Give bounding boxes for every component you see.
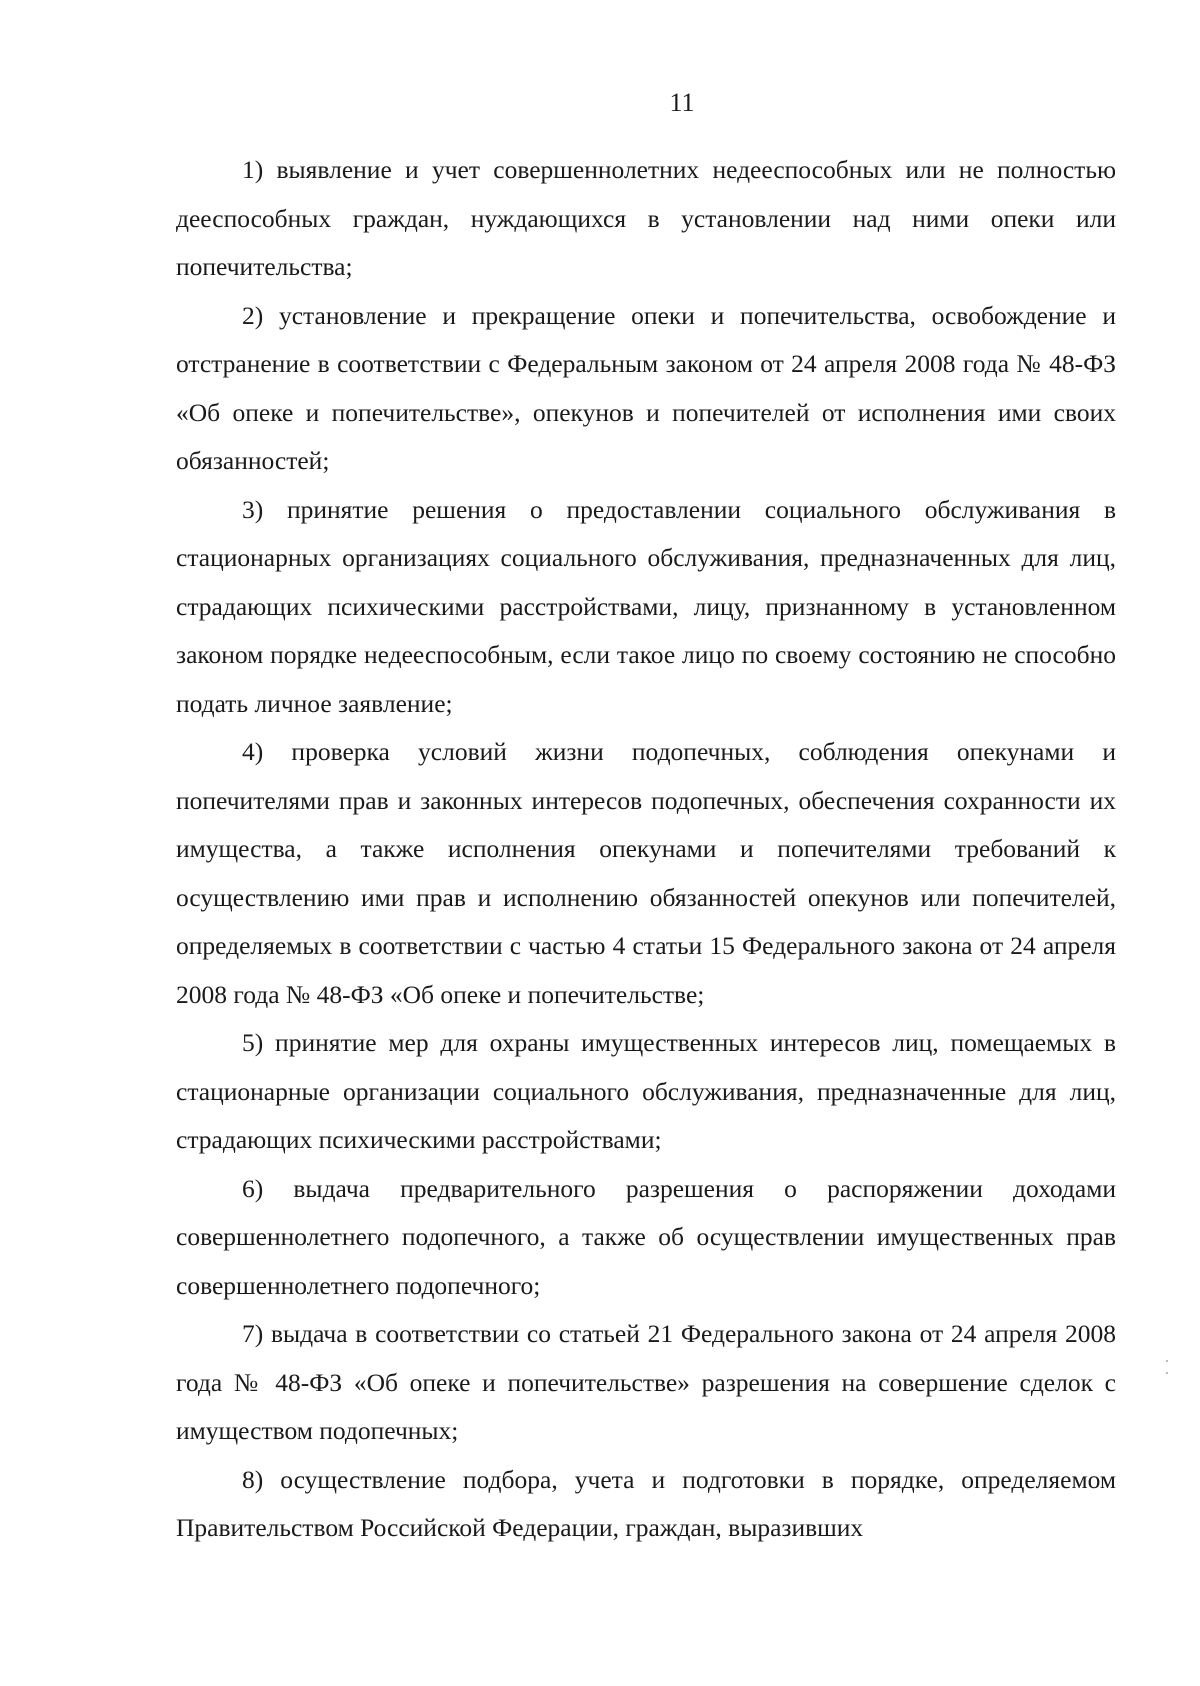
document-body bbox=[176, 146, 1116, 1553]
page-number: 11 bbox=[669, 88, 695, 117]
scan-artifact bbox=[1166, 1372, 1168, 1374]
scan-artifact bbox=[1166, 1360, 1168, 1362]
list-item-6: 6) выдача предварительного разрешения о распоряжении доходами совершеннолетнего подопечного, а также об осуществлении имущественных прав совершеннолетнего подопечного; bbox=[176, 1173, 1116, 1300]
list-item-3: 3) принятие решения о предоставлении социального обслуживания в стационарных организациях социального обслуживания, предназначенных для лиц, страдающих психическими расстройствами, лицу, признанному в установленном законом порядке недееспособным, если такое лицо по своему состоянию не способно подать личное заявление; bbox=[176, 494, 1116, 718]
list-item-5: 5) принятие мер для охраны имущественных интересов лиц, помещаемых в стационарные организации социального обслуживания, предназначенные для лиц, страдающих психическими расстройствами; bbox=[176, 1028, 1116, 1154]
list-item-7: 7) выдача в соответствии со статьей 21 Федерального закона от 24 апреля 2008 года № 48-ФЗ «Об опеке и попечительстве» разрешения на совершение сделок с имуществом подопечных; bbox=[176, 1319, 1116, 1445]
list-item-8: 8) осуществление подбора, учета и подготовки в порядке, определяемом Правительством Российской Федерации, граждан, выразивших bbox=[176, 1464, 1116, 1542]
list-item-2: 2) установление и прекращение опеки и попечительства, освобождение и отстранение в соответствии с Федеральным законом от 24 апреля 2008 года № 48-ФЗ «Об опеке и попечительстве», опекунов и попечителей от исполнения ими своих обязанностей; bbox=[176, 300, 1116, 475]
list-item-1: 1) выявление и учет совершеннолетних недееспособных или не полностью дееспособных граждан, нуждающихся в установлении над ними опеки или попечительства; bbox=[176, 155, 1116, 281]
list-item-4: 4) проверка условий жизни подопечных, соблюдения опекунами и попечителями прав и законных интересов подопечных, обеспечения сохранности их имущества, а также исполнения опекунами и попечителями требований к осуществлению ими прав и исполнению обязанностей опекунов или попечителей, определяемых в соответствии с частью 4 статьи 15 Федерального закона от 24 апреля 2008 года № 48-ФЗ «Об опеке и попечительстве; bbox=[176, 737, 1116, 1009]
